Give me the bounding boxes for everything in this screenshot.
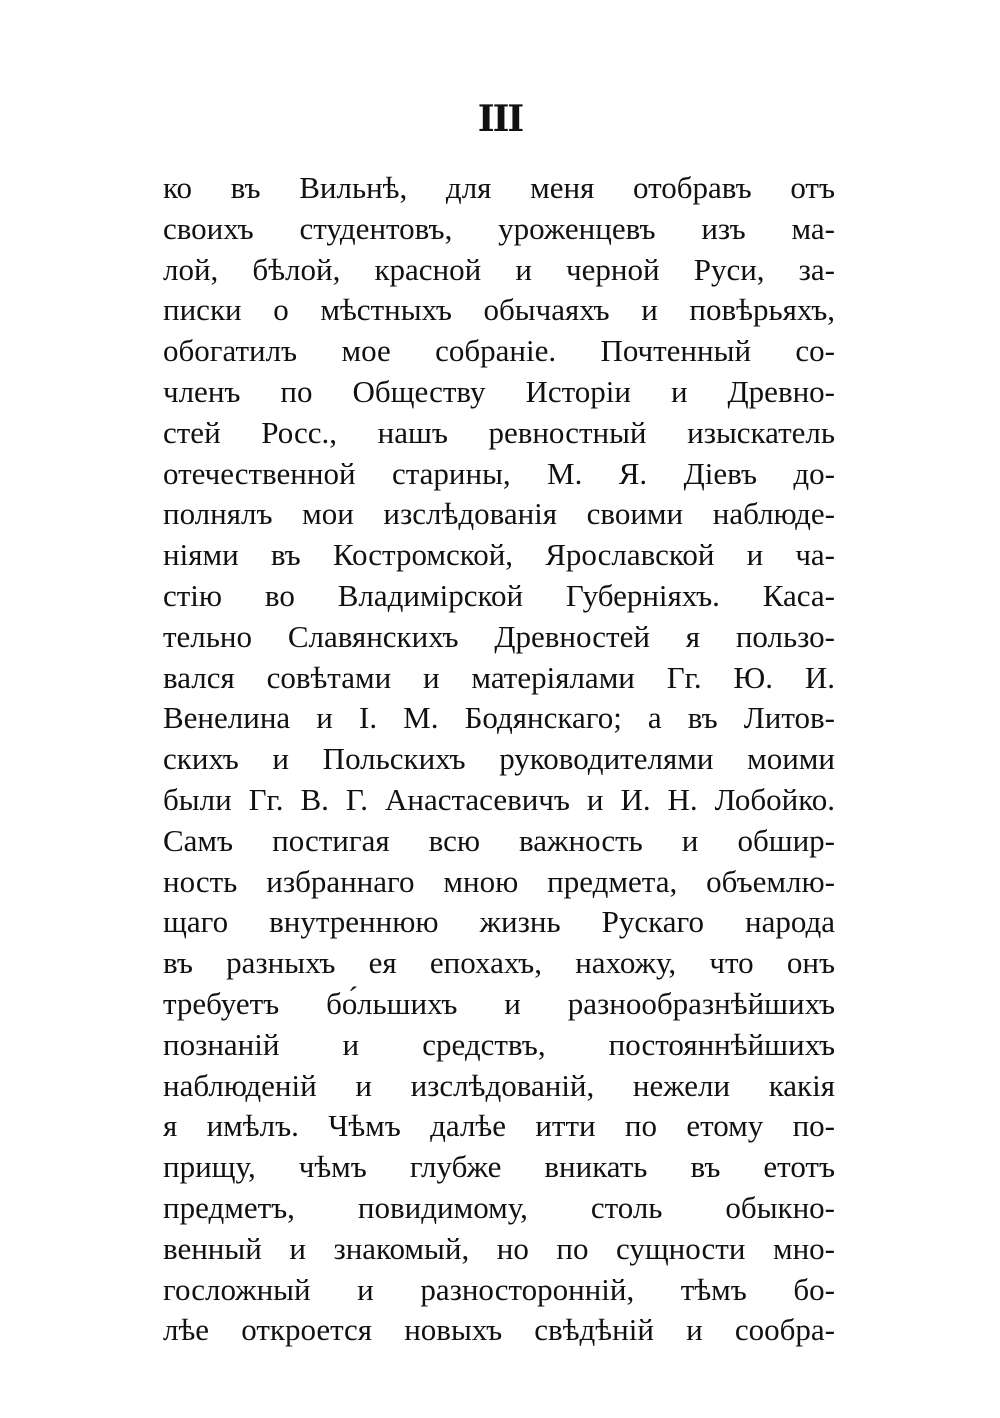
text-line: членъ по Обществу Исторіи и Древно- [163, 373, 835, 409]
text-line: вался совѣтами и матеріялами Гг. Ю. И. [163, 659, 835, 695]
text-line: въ разныхъ ея епохахъ, нахожу, что онъ [163, 945, 835, 981]
text-line: венный и знакомый, но по сущности мно- [163, 1230, 835, 1266]
text-line: стію во Владимірской Губерніяхъ. Каса- [163, 577, 835, 613]
text-line: писки о мѣстныхъ обычаяхъ и повѣрьяхъ, [163, 292, 835, 328]
text-line: тельно Славянскихъ Древностей я пользо- [163, 618, 835, 654]
body-text [163, 168, 835, 1351]
text-line: я имѣлъ. Чѣмъ далѣе итти по етому по- [163, 1108, 835, 1144]
text-line: стей Росс., нашъ ревностный изыскатель [163, 414, 835, 450]
text-line: предметъ, повидимому, столь обыкно- [163, 1189, 835, 1225]
text-line: лѣе откроется новыхъ свѣдѣній и сообра- [163, 1312, 835, 1348]
text-line: отечественной старины, М. Я. Діевъ до- [163, 455, 835, 491]
text-line: ность избраннаго мною предмета, объемлю- [163, 863, 835, 899]
page-number: III [477, 98, 523, 140]
text-line: ко въ Вильнѣ, для меня отобравъ отъ [163, 170, 835, 205]
text-line: полнялъ мои изслѣдованія своими наблюде- [163, 496, 835, 532]
text-line: госложный и разносторонній, тѣмъ бо- [163, 1271, 835, 1307]
text-line: познаній и средствъ, постояннѣйшихъ [163, 1026, 835, 1062]
text-line: своихъ студентовъ, уроженцевъ изъ ма- [163, 210, 835, 246]
text-line: наблюденій и изслѣдованій, нежели какія [163, 1067, 835, 1103]
text-line: требуетъ бо́льшихъ и разнообразнѣйшихъ [163, 985, 835, 1021]
text-line: скихъ и Польскихъ руководителями моими [163, 741, 835, 777]
text-line: ніями въ Костромской, Ярославской и ча- [163, 537, 835, 573]
text-line: прищу, чѣмъ глубже вникать въ етотъ [163, 1149, 835, 1185]
text-line: обогатилъ мое собраніе. Почтенный со- [163, 333, 835, 369]
text-line: были Гг. В. Г. Анастасевичъ и И. Н. Лобойко. [163, 781, 835, 817]
text-line: щаго внутреннюю жизнь Рускаго народа [163, 904, 835, 940]
text-line: Венелина и І. М. Бодянскаго; а въ Литов- [163, 700, 835, 736]
text-line: Самъ постигая всю важность и обшир- [163, 822, 835, 858]
text-line: лой, бѣлой, красной и черной Руси, за- [163, 251, 835, 287]
